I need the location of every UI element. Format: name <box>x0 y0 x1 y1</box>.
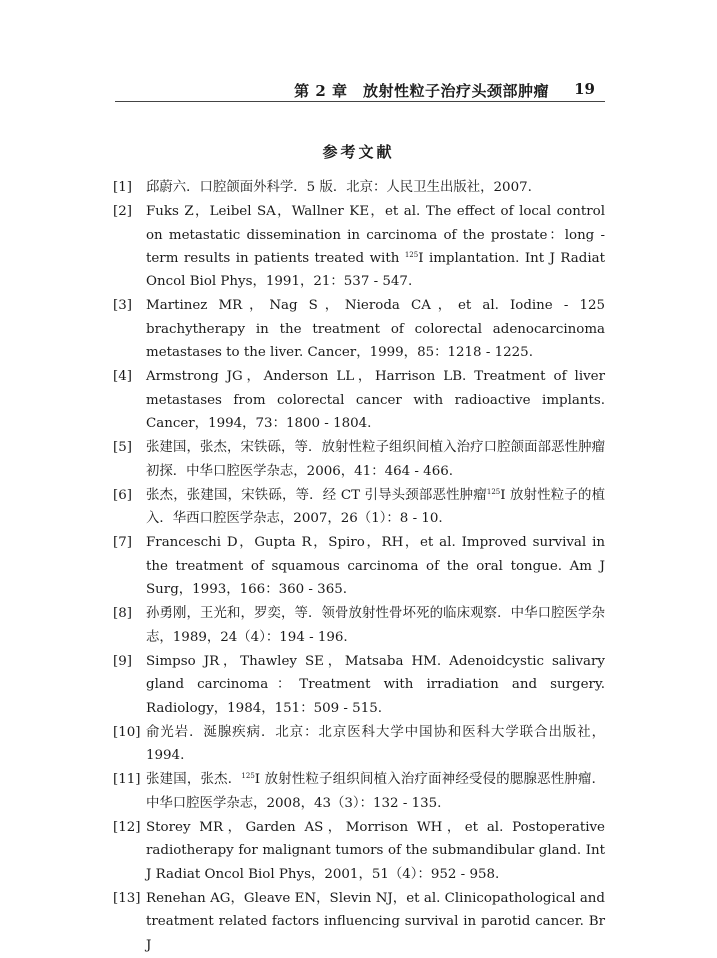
reference-item <box>113 721 605 768</box>
reference-text: 张建国，张杰，宋铁砾，等．放射性粒子组织间植入治疗口腔颌面部恶性肿瘤初探．中华口腔医学杂志，2006，41：464 - 466. <box>146 440 605 479</box>
reference-number: [13] <box>113 890 141 906</box>
reference-item <box>113 365 605 435</box>
reference-number: [5] <box>113 440 132 456</box>
reference-number: [11] <box>113 772 141 788</box>
reference-text: I 放射性粒子组织间植入治疗面神经受侵的腮腺恶性肿瘤．中华口腔医学杂志，2008，43（3）：132 - 135. <box>146 772 606 811</box>
reference-text: Renehan AG，Gleave EN，Slevin NJ，et al. Clinicopathological and treatment related factors influencing survival in parotid cancer. Br J <box>146 890 605 953</box>
chapter-title: 第 2 章 放射性粒子治疗头颈部肿瘤 <box>294 82 549 100</box>
reference-number: [8] <box>113 606 132 622</box>
reference-text: I 放射性粒子的植入．华西口腔医学杂志，2007，26（1）：8 - 10. <box>146 487 605 527</box>
reference-text: I implantation. Int J Radiat Oncol Biol Phys，1991，21：537 - 547. <box>146 250 606 290</box>
reference-item <box>113 531 605 601</box>
reference-text: 孙勇刚，王光和，罗奕，等．领骨放射性骨坏死的临床观察．中华口腔医学杂志，1989，24（4）：194 - 196. <box>146 606 605 645</box>
reference-item <box>113 176 605 199</box>
header-rule <box>115 101 605 102</box>
reference-text: Franceschi D，Gupta R，Spiro，RH，et al. Improved survival in the treatment of squamous carcinoma of the oral tongue. Am J Surg，1993，166：360 - 365. <box>146 535 605 598</box>
reference-item <box>113 436 605 483</box>
reference-text: Armstrong JG，Anderson LL，Harrison LB. Treatment of liver metastases from colorectal cancer with radioactive implants. Cancer，1994，73：1800 - 1804. <box>146 369 605 431</box>
reference-item <box>113 200 605 293</box>
reference-text: Martinez MR，Nag S，Nieroda CA，et al. Iodine - 125 brachytherapy in the treatment of colorectal adenocarcinoma metastases to the liver. Cancer，1999，85：1218 - 1225. <box>146 298 605 361</box>
reference-item <box>113 650 605 720</box>
reference-number: [7] <box>113 535 132 551</box>
reference-item <box>113 294 605 364</box>
reference-item <box>113 887 605 957</box>
reference-item <box>113 484 605 531</box>
isotope-superscript: 125 <box>486 487 501 496</box>
reference-text: Fuks Z，Leibel SA，Wallner KE，et al. The effect of local control on metastatic dissemination in carcinoma of the prostate：long - term results in patients treated with <box>146 204 605 266</box>
reference-number: [4] <box>113 369 132 385</box>
reference-number: [12] <box>113 820 141 836</box>
reference-text: 张杰，张建国，宋铁砾，等．经 CT 引导头颈部恶性肿瘤 <box>146 487 487 503</box>
reference-text: 张建国，张杰． <box>146 772 242 788</box>
reference-text: 俞光岩．涎腺疾病．北京：北京医科大学中国协和医科大学联合出版社，1994. <box>146 724 605 764</box>
reference-number: [3] <box>113 298 132 314</box>
reference-text: Simpso JR，Thawley SE，Matsaba HM. Adenoidcystic salivary gland carcinoma：Treatment with irradiation and surgery. Radiology，1984，151：509 - 515. <box>146 653 605 716</box>
page-number: 19 <box>574 80 595 98</box>
reference-text: Storey MR，Garden AS，Morrison WH，et al. Postoperative radiotherapy for malignant tumors of the submandibular gland. Int J Radiat Oncol Biol Phys，2001，51（4）：952 - 958. <box>146 820 605 882</box>
reference-item <box>113 602 605 649</box>
reference-number: [2] <box>113 204 132 220</box>
reference-number: [9] <box>113 653 132 669</box>
reference-item <box>113 816 605 886</box>
reference-item <box>113 768 605 815</box>
reference-list <box>113 176 605 958</box>
reference-text: 邱蔚六．口腔颌面外科学．5 版．北京：人民卫生出版社，2007. <box>146 180 532 195</box>
reference-number: [6] <box>113 487 132 503</box>
isotope-superscript: 125 <box>404 250 419 259</box>
reference-number: [1] <box>113 180 132 195</box>
reference-number: [10] <box>113 724 141 740</box>
isotope-superscript: 125 <box>241 772 255 781</box>
section-title: 参考文献 <box>322 143 395 161</box>
running-head <box>115 78 605 100</box>
